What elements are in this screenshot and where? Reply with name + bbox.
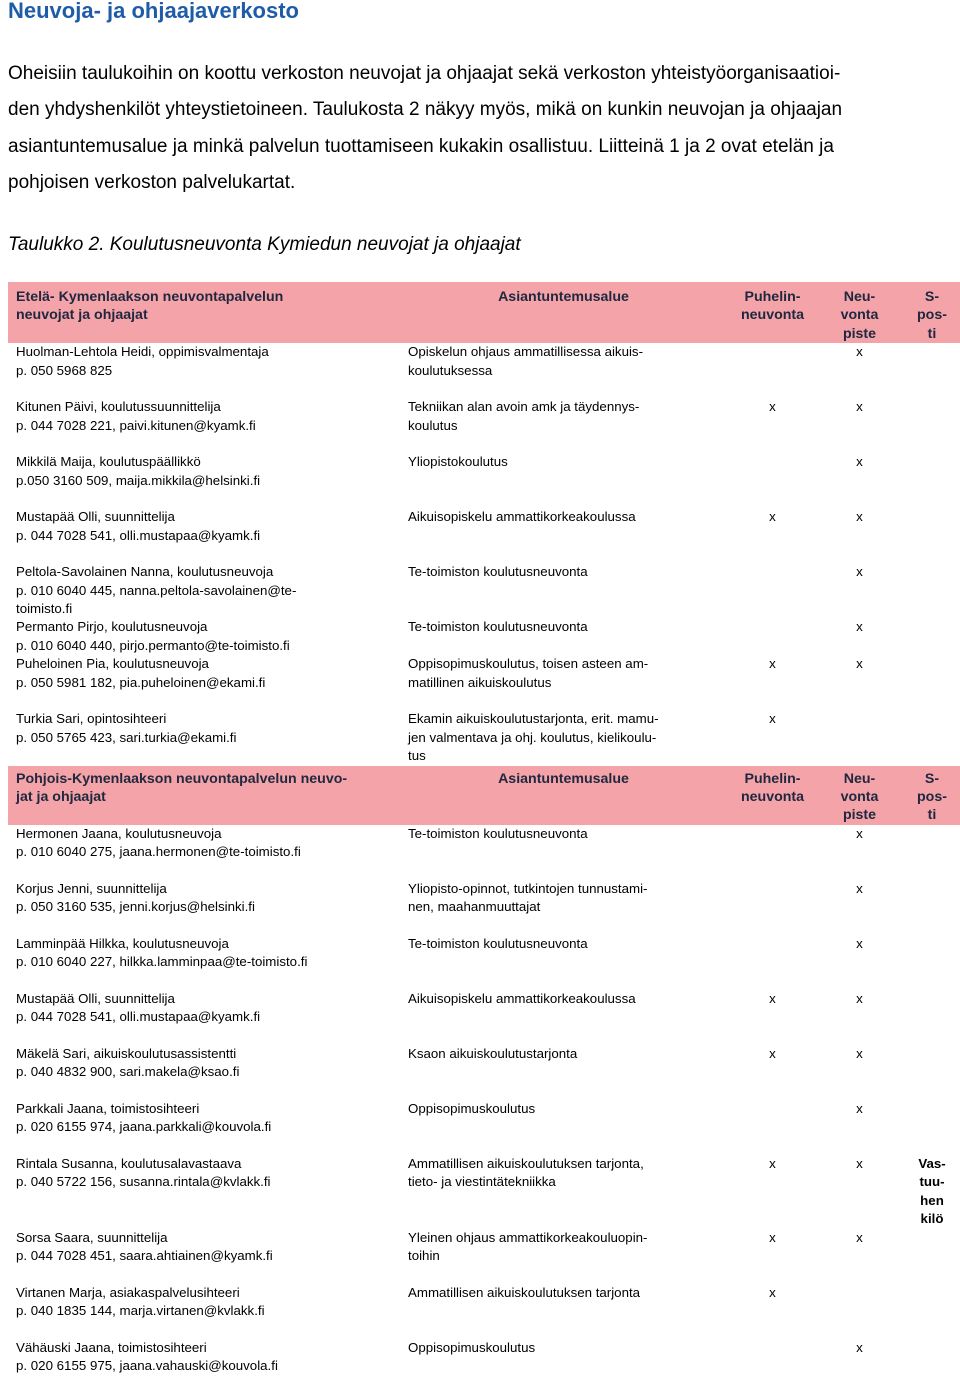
service-point-mark: x: [856, 990, 863, 1006]
expertise-text: Aikuisopiskelu ammattikorkeakoulussa: [408, 990, 636, 1006]
expertise-text: koulutuksessa: [408, 362, 493, 378]
expertise-text: tieto- ja viestintätekniikka: [408, 1174, 556, 1190]
column-header-expertise: Asiantuntemusalue: [498, 770, 629, 787]
person-name: Rintala Susanna, koulutusalavastaava: [16, 1155, 242, 1171]
service-point-mark: x: [856, 399, 863, 415]
expertise-text: Oppisopimuskoulutus: [408, 1100, 536, 1116]
expertise-text: Ksaon aikuiskoulutustarjonta: [408, 1045, 578, 1061]
intro-line: Oheisiin taulukoihin on koottu verkoston neuvojat ja ohjaajat sekä verkoston yhteistyöorganisaatioi-: [8, 63, 841, 84]
person-row: [8, 1100, 960, 1155]
expertise-text: nen, maahanmuuttajat: [408, 899, 541, 915]
person-row: [8, 655, 960, 710]
person-name: Korjus Jenni, suunnittelija: [16, 880, 167, 896]
person-name: Turkia Sari, opintosihteeri: [16, 711, 167, 727]
service-point-mark: x: [856, 454, 863, 470]
person-row: [8, 1155, 960, 1229]
person-contact: p. 010 6040 227, hilkka.lamminpaa@te-toimisto.fi: [16, 954, 308, 970]
person-row: [8, 1229, 960, 1284]
expertise-text: Aikuisopiskelu ammattikorkeakoulussa: [408, 509, 636, 525]
expertise-text: Tekniikan alan avoin amk ja täydennys-: [408, 399, 640, 415]
expertise-text: matillinen aikuiskoulutus: [408, 674, 552, 690]
person-name: Virtanen Marja, asiakaspalvelusihteeri: [16, 1284, 240, 1300]
person-contact: toimisto.fi: [16, 601, 73, 617]
person-contact: p. 010 6040 275, jaana.hermonen@te-toimisto.fi: [16, 844, 301, 860]
person-name: Mustapää Olli, suunnittelija: [16, 509, 175, 525]
person-contact: p. 020 6155 974, jaana.parkkali@kouvola.fi: [16, 1119, 272, 1135]
service-point-mark: x: [856, 619, 863, 635]
column-header-email: S-: [924, 770, 940, 787]
column-header-phone: Puhelin-: [744, 770, 801, 787]
intro-line: pohjoisen verkoston palvelukartat.: [8, 172, 296, 194]
column-header-expertise: Asiantuntemusalue: [498, 289, 629, 305]
service-point-mark: x: [856, 344, 863, 360]
person-name: Peltola-Savolainen Nanna, koulutusneuvoja: [16, 564, 274, 580]
phone-service-mark: x: [769, 399, 776, 415]
service-point-mark: x: [856, 656, 863, 672]
person-name: Mikkilä Maija, koulutuspäällikkö: [16, 454, 201, 470]
service-point-mark: x: [856, 880, 863, 896]
section-title: jat ja ohjaajat: [16, 789, 106, 806]
column-header-phone: Puhelin-: [744, 289, 801, 305]
expertise-text: jen valmentava ja ohj. koulutus, kielikoulu-: [408, 729, 657, 745]
person-name: Vähäuski Jaana, toimistosihteeri: [16, 1339, 207, 1355]
expertise-text: Te-toimiston koulutusneuvonta: [408, 825, 588, 841]
column-header-point: Neu-: [843, 289, 876, 305]
intro-line: den yhdyshenkilöt yhteystietoineen. Taulukosta 2 näkyy myös, mikä on kunkin neuvojan ja ohjaajan: [8, 99, 843, 121]
person-contact: p. 044 7028 221, paivi.kitunen@kyamk.fi: [16, 417, 256, 433]
person-row: [8, 1339, 960, 1394]
expertise-text: Yliopisto-opinnot, tutkintojen tunnustami-: [408, 880, 648, 896]
column-header-point: piste: [842, 325, 877, 342]
person-row: [8, 453, 960, 508]
column-header-email: pos-: [917, 789, 947, 806]
person-row: [8, 825, 960, 880]
expertise-text: koulutus: [408, 417, 458, 433]
person-contact: p. 040 4832 900, sari.makela@ksao.fi: [16, 1064, 240, 1080]
section-title: Pohjois-Kymenlaakson neuvontapalvelun neuvo-: [16, 770, 348, 787]
person-row: [8, 710, 960, 765]
phone-service-mark: x: [769, 990, 776, 1006]
phone-service-mark: x: [769, 1155, 776, 1171]
person-contact: p. 050 5968 825: [16, 362, 113, 378]
expertise-text: Oppisopimuskoulutus, toisen asteen am-: [408, 656, 649, 672]
email-note: hen: [920, 1192, 944, 1208]
column-header-point: vonta: [840, 307, 879, 324]
expertise-text: toihin: [408, 1248, 440, 1264]
column-header-point: Neu-: [843, 770, 876, 787]
expertise-text: Te-toimiston koulutusneuvonta: [408, 935, 588, 951]
person-name: Hermonen Jaana, koulutusneuvoja: [16, 825, 222, 841]
person-name: Huolman-Lehtola Heidi, oppimisvalmentaja: [16, 344, 269, 360]
person-row: [8, 935, 960, 990]
column-header-phone: neuvonta: [740, 307, 805, 324]
service-point-mark: x: [856, 1100, 863, 1116]
person-contact: p. 050 5765 423, sari.turkia@ekami.fi: [16, 729, 237, 745]
person-row: [8, 618, 960, 655]
person-contact: p. 010 6040 440, pirjo.permanto@te-toimisto.fi: [16, 637, 290, 653]
email-note: tuu-: [919, 1174, 945, 1190]
person-contact: p.050 3160 509, maija.mikkila@helsinki.fi: [16, 472, 261, 488]
column-header-email: ti: [927, 325, 937, 342]
person-name: Kitunen Päivi, koulutussuunnittelija: [16, 399, 221, 415]
phone-service-mark: x: [769, 1284, 776, 1300]
section-title: Etelä- Kymenlaakson neuvontapalvelun: [16, 289, 284, 305]
person-name: Lamminpää Hilkka, koulutusneuvoja: [16, 935, 229, 951]
person-contact: p. 044 7028 451, saara.ahtiainen@kyamk.fi: [16, 1248, 273, 1264]
expertise-text: Ammatillisen aikuiskoulutuksen tarjonta,: [408, 1155, 644, 1171]
person-contact: p. 020 6155 975, jaana.vahauski@kouvola.fi: [16, 1358, 278, 1374]
service-point-mark: x: [856, 564, 863, 580]
person-name: Mustapää Olli, suunnittelija: [16, 990, 175, 1006]
person-contact: p. 050 5981 182, pia.puheloinen@ekami.fi: [16, 674, 266, 690]
phone-service-mark: x: [769, 1229, 776, 1245]
page-heading: Neuvoja- ja ohjaajaverkosto: [8, 0, 299, 23]
person-contact: p. 040 1835 144, marja.virtanen@kvlakk.fi: [16, 1303, 265, 1319]
north-header-row: [8, 766, 960, 825]
person-contact: p. 044 7028 541, olli.mustapaa@kyamk.fi: [16, 527, 261, 543]
expertise-text: Ammatillisen aikuiskoulutuksen tarjonta: [408, 1284, 641, 1300]
person-row: [8, 990, 960, 1045]
column-header-point: vonta: [840, 789, 879, 806]
phone-service-mark: x: [769, 509, 776, 525]
person-row: [8, 1284, 960, 1339]
south-header-row: [8, 282, 960, 343]
column-header-email: pos-: [917, 307, 947, 324]
person-row: [8, 398, 960, 453]
service-point-mark: x: [856, 1045, 863, 1061]
person-name: Sorsa Saara, suunnittelija: [16, 1229, 168, 1245]
table-caption: Taulukko 2. Koulutusneuvonta Kymiedun neuvojat ja ohjaajat: [8, 234, 521, 255]
service-point-mark: x: [856, 825, 863, 841]
expertise-text: Ekamin aikuiskoulutustarjonta, erit. mamu-: [408, 711, 659, 727]
expertise-text: Opiskelun ohjaus ammatillisessa aikuis-: [408, 344, 644, 360]
service-point-mark: x: [856, 1339, 863, 1355]
person-row: [8, 1045, 960, 1100]
phone-service-mark: x: [769, 1045, 776, 1061]
section-title: neuvojat ja ohjaajat: [16, 307, 148, 324]
guides-table: [8, 282, 960, 1394]
person-row: [8, 563, 960, 618]
person-name: Puheloinen Pia, koulutusneuvoja: [16, 656, 209, 672]
expertise-text: Te-toimiston koulutusneuvonta: [408, 564, 588, 580]
intro-line: asiantuntemusalue ja minkä palvelun tuottamiseen kukakin osallistuu. Liitteinä 1 ja 2 ovat etelän ja: [8, 135, 834, 157]
expertise-text: Te-toimiston koulutusneuvonta: [408, 619, 588, 635]
person-contact: p. 040 5722 156, susanna.rintala@kvlakk.fi: [16, 1174, 271, 1190]
expertise-text: tus: [408, 748, 426, 764]
person-contact: p. 044 7028 541, olli.mustapaa@kyamk.fi: [16, 1009, 261, 1025]
email-note: kilö: [920, 1211, 944, 1227]
intro-paragraph: [8, 56, 958, 202]
service-point-mark: x: [856, 935, 863, 951]
person-name: Parkkali Jaana, toimistosihteeri: [16, 1100, 200, 1116]
service-point-mark: x: [856, 1155, 863, 1171]
person-row: [8, 880, 960, 935]
expertise-text: Oppisopimuskoulutus: [408, 1339, 536, 1355]
person-contact: p. 050 3160 535, jenni.korjus@helsinki.fi: [16, 899, 255, 915]
person-row: [8, 508, 960, 563]
person-name: Mäkelä Sari, aikuiskoulutusassistentti: [16, 1045, 237, 1061]
column-header-point: piste: [842, 807, 877, 824]
email-note: Vas-: [918, 1155, 946, 1171]
service-point-mark: x: [856, 1229, 863, 1245]
column-header-email: S-: [924, 289, 940, 305]
expertise-text: Yliopistokoulutus: [408, 454, 508, 470]
person-contact: p. 010 6040 445, nanna.peltola-savolainen@te-: [16, 582, 297, 598]
person-row: [8, 343, 960, 398]
phone-service-mark: x: [769, 656, 776, 672]
phone-service-mark: x: [769, 711, 776, 727]
expertise-text: Yleinen ohjaus ammattikorkeakouluopin-: [408, 1229, 648, 1245]
column-header-email: ti: [927, 807, 937, 824]
column-header-phone: neuvonta: [740, 789, 805, 806]
person-name: Permanto Pirjo, koulutusneuvoja: [16, 619, 208, 635]
service-point-mark: x: [856, 509, 863, 525]
